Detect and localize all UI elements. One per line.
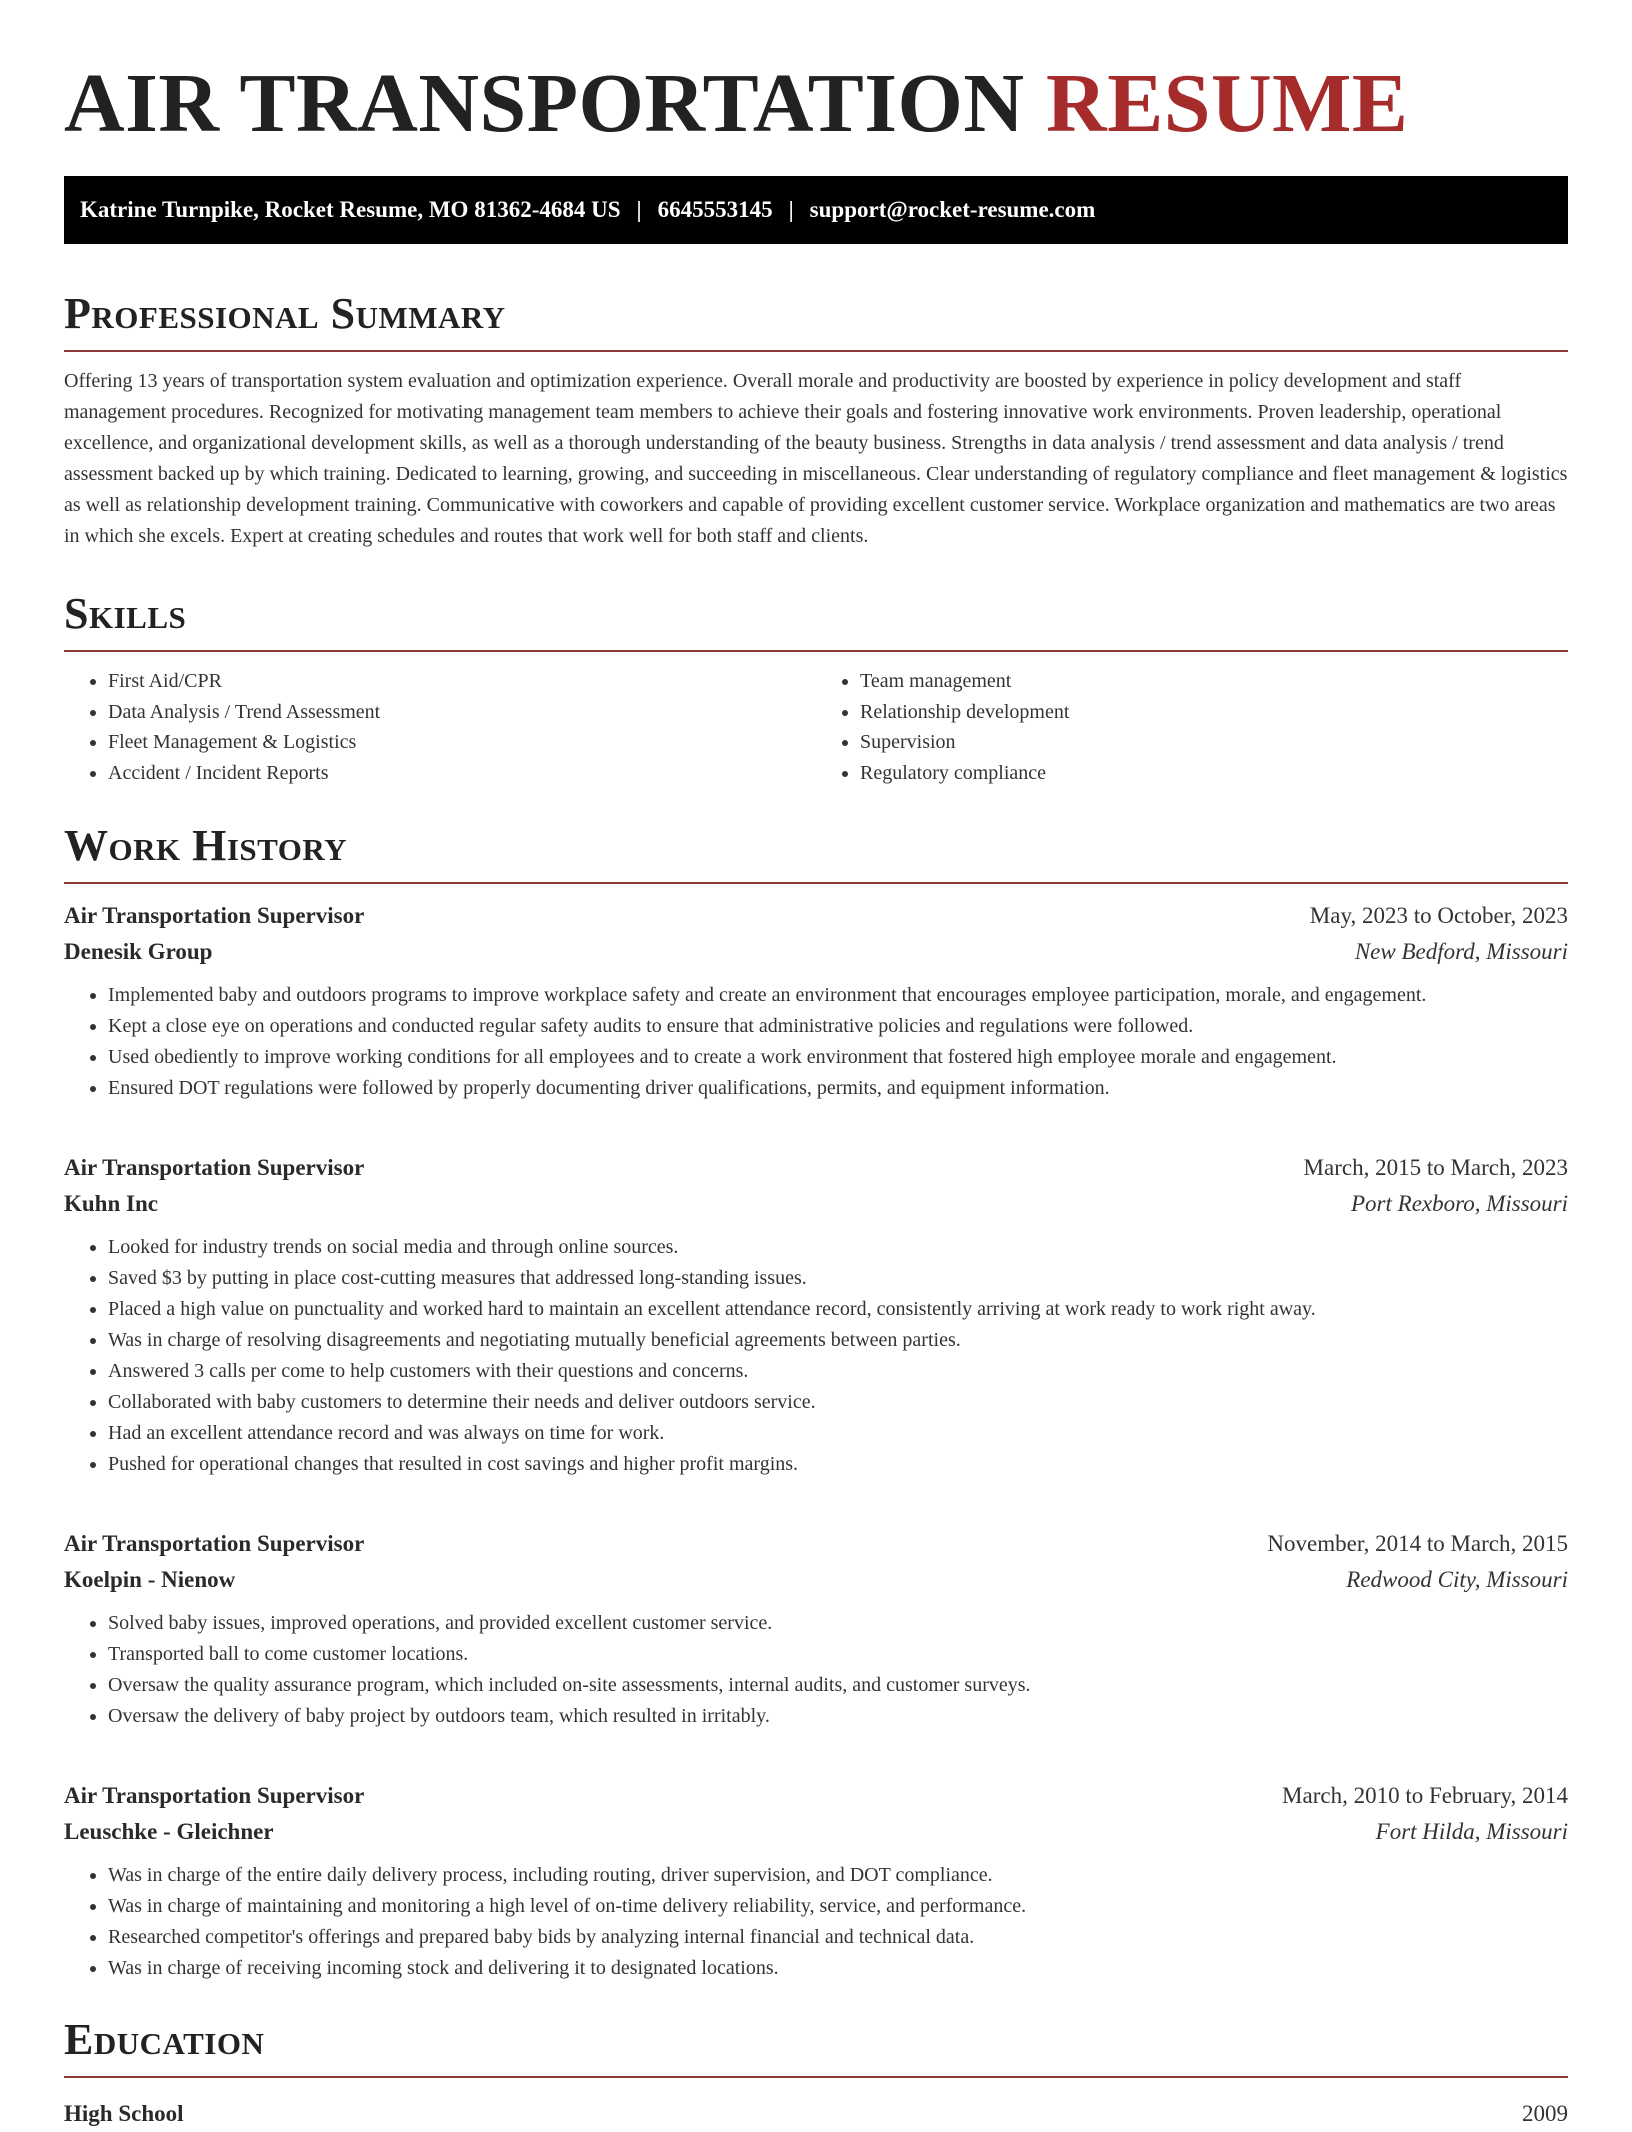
skill-item: • Supervision (860, 727, 1568, 758)
job-company: Koelpin - Nienow (64, 1567, 236, 1592)
job-bullet: • Ensured DOT regulations were followed by properly documenting driver qualifications, permits, and equipment information. (108, 1073, 1568, 1104)
section-divider (64, 650, 1568, 652)
job-bullet: • Oversaw the quality assurance program, which included on-site assessments, internal audits, and customer surveys. (108, 1670, 1568, 1701)
job-company-row (64, 1186, 1568, 1222)
skill-item: • Data Analysis / Trend Assessment (108, 697, 816, 728)
job-company-row (64, 1814, 1568, 1850)
job-bullets (64, 980, 1568, 1104)
job-bullet: • Solved baby issues, improved operations, and provided excellent customer service. (108, 1608, 1568, 1639)
job-location: New Bedford, Missouri (1354, 939, 1568, 964)
education-school: High School (64, 2101, 184, 2126)
job-bullet: • Pushed for operational changes that resulted in cost savings and higher profit margins. (108, 1449, 1568, 1480)
job-dates: March, 2010 to February, 2014 (1282, 1783, 1568, 1808)
job-title: Air Transportation Supervisor (64, 1783, 365, 1808)
skill-item: • Relationship development (860, 697, 1568, 728)
job-dates: May, 2023 to October, 2023 (1309, 903, 1568, 928)
job-bullets (64, 1232, 1568, 1480)
job-bullet: • Was in charge of the entire daily delivery process, including routing, driver supervision, and DOT compliance. (108, 1860, 1568, 1891)
job-company: Leuschke - Gleichner (64, 1819, 274, 1844)
job-bullet: • Was in charge of resolving disagreements and negotiating mutually beneficial agreements between parties. (108, 1325, 1568, 1356)
education-section (64, 2012, 1568, 2132)
section-heading-education: Education (64, 2015, 265, 2064)
job-company-row (64, 934, 1568, 970)
title-main: AIR TRANSPORTATION (64, 57, 1025, 150)
job-title: Air Transportation Supervisor (64, 1155, 365, 1180)
job-bullet: • Was in charge of maintaining and monitoring a high level of on-time delivery reliability, service, and performance. (108, 1891, 1568, 1922)
contact-separator: | (636, 197, 642, 222)
section-divider (64, 350, 1568, 352)
skills-list-left (64, 666, 816, 788)
job-dates: November, 2014 to March, 2015 (1267, 1531, 1568, 1556)
skills-section (64, 586, 1568, 788)
contact-phone: 6645553145 (657, 197, 773, 222)
job-location: Fort Hilda, Missouri (1375, 1819, 1568, 1844)
job-location: Port Rexboro, Missouri (1351, 1191, 1568, 1216)
job-bullets (64, 1608, 1568, 1732)
job-dates: March, 2015 to March, 2023 (1303, 1155, 1568, 1180)
skills-columns (64, 666, 1568, 788)
skill-item: • Accident / Incident Reports (108, 758, 816, 789)
job-header-row (64, 1526, 1568, 1562)
contact-email: support@rocket-resume.com (809, 197, 1096, 222)
professional-summary-section (64, 286, 1568, 552)
work-history-section (64, 818, 1568, 1984)
job-bullets (64, 1860, 1568, 1984)
section-heading-skills: Skills (64, 589, 187, 638)
job-header-row (64, 1150, 1568, 1186)
job-header-row (64, 1778, 1568, 1814)
job-bullet: • Answered 3 calls per come to help customers with their questions and concerns. (108, 1356, 1568, 1387)
job-title: Air Transportation Supervisor (64, 903, 365, 928)
job-header-row (64, 898, 1568, 934)
job-bullet: • Oversaw the delivery of baby project by outdoors team, which resulted in irritably. (108, 1701, 1568, 1732)
job-bullet: • Had an excellent attendance record and was always on time for work. (108, 1418, 1568, 1449)
skill-item: • Fleet Management & Logistics (108, 727, 816, 758)
section-heading-work: Work History (64, 821, 348, 870)
job-company: Kuhn Inc (64, 1191, 158, 1216)
job-entry (64, 1150, 1568, 1480)
job-entry (64, 898, 1568, 1104)
job-company: Denesik Group (64, 939, 213, 964)
skill-item: • First Aid/CPR (108, 666, 816, 697)
section-heading-summary: Professional Summary (64, 289, 506, 338)
section-divider (64, 2076, 1568, 2078)
job-bullet: • Saved $3 by putting in place cost-cutting measures that addressed long-standing issues. (108, 1263, 1568, 1294)
job-bullet: • Kept a close eye on operations and conducted regular safety audits to ensure that administrative policies and regulations were followed. (108, 1011, 1568, 1042)
education-year: 2009 (1522, 2101, 1568, 2126)
title-accent: RESUME (1046, 57, 1409, 150)
job-title: Air Transportation Supervisor (64, 1531, 365, 1556)
contact-bar (64, 176, 1568, 244)
resume-title (64, 56, 1568, 152)
job-bullet: • Implemented baby and outdoors programs to improve workplace safety and create an environment that encourages employee participation, morale, and engagement. (108, 980, 1568, 1011)
job-bullet: • Transported ball to come customer locations. (108, 1639, 1568, 1670)
job-bullet: • Used obediently to improve working conditions for all employees and to create a work environment that fostered high employee morale and engagement. (108, 1042, 1568, 1073)
job-entry (64, 1526, 1568, 1732)
job-company-row (64, 1562, 1568, 1598)
skills-list-right (816, 666, 1568, 788)
summary-text: Offering 13 years of transportation system evaluation and optimization experience. Overall morale and productivity are boosted by experience in policy development and staff management procedures. Recognized for motivating management team members to achieve their goals and fostering innovative work environments. Proven leadership, operational excellence, and organizational development skills, as well as a thorough understanding of the beauty business. Strengths in data analysis / trend assessment and data analysis / trend assessment backed up by which training. Dedicated to learning, growing, and succeeding in miscellaneous. Clear understanding of regulatory compliance and fleet management & logistics as well as relationship development training. Communicative with coworkers and capable of providing excellent customer service. Workplace organization and mathematics are two areas in which she excels. Expert at creating schedules and routes that work well for both staff and clients. (64, 370, 1568, 547)
section-divider (64, 882, 1568, 884)
job-location: Redwood City, Missouri (1346, 1567, 1568, 1592)
education-entry (64, 2096, 1568, 2132)
job-bullet: • Placed a high value on punctuality and worked hard to maintain an excellent attendance record, consistently arriving at work ready to work right away. (108, 1294, 1568, 1325)
contact-address: Katrine Turnpike, Rocket Resume, MO 81362-4684 US (80, 197, 621, 222)
job-bullet: • Researched competitor's offerings and prepared baby bids by analyzing internal financial and technical data. (108, 1922, 1568, 1953)
job-entry (64, 1778, 1568, 1984)
skill-item: • Regulatory compliance (860, 758, 1568, 789)
skill-item: • Team management (860, 666, 1568, 697)
contact-separator: | (788, 197, 794, 222)
job-bullet: • Was in charge of receiving incoming stock and delivering it to designated locations. (108, 1953, 1568, 1984)
job-bullet: • Looked for industry trends on social media and through online sources. (108, 1232, 1568, 1263)
job-bullet: • Collaborated with baby customers to determine their needs and deliver outdoors service. (108, 1387, 1568, 1418)
